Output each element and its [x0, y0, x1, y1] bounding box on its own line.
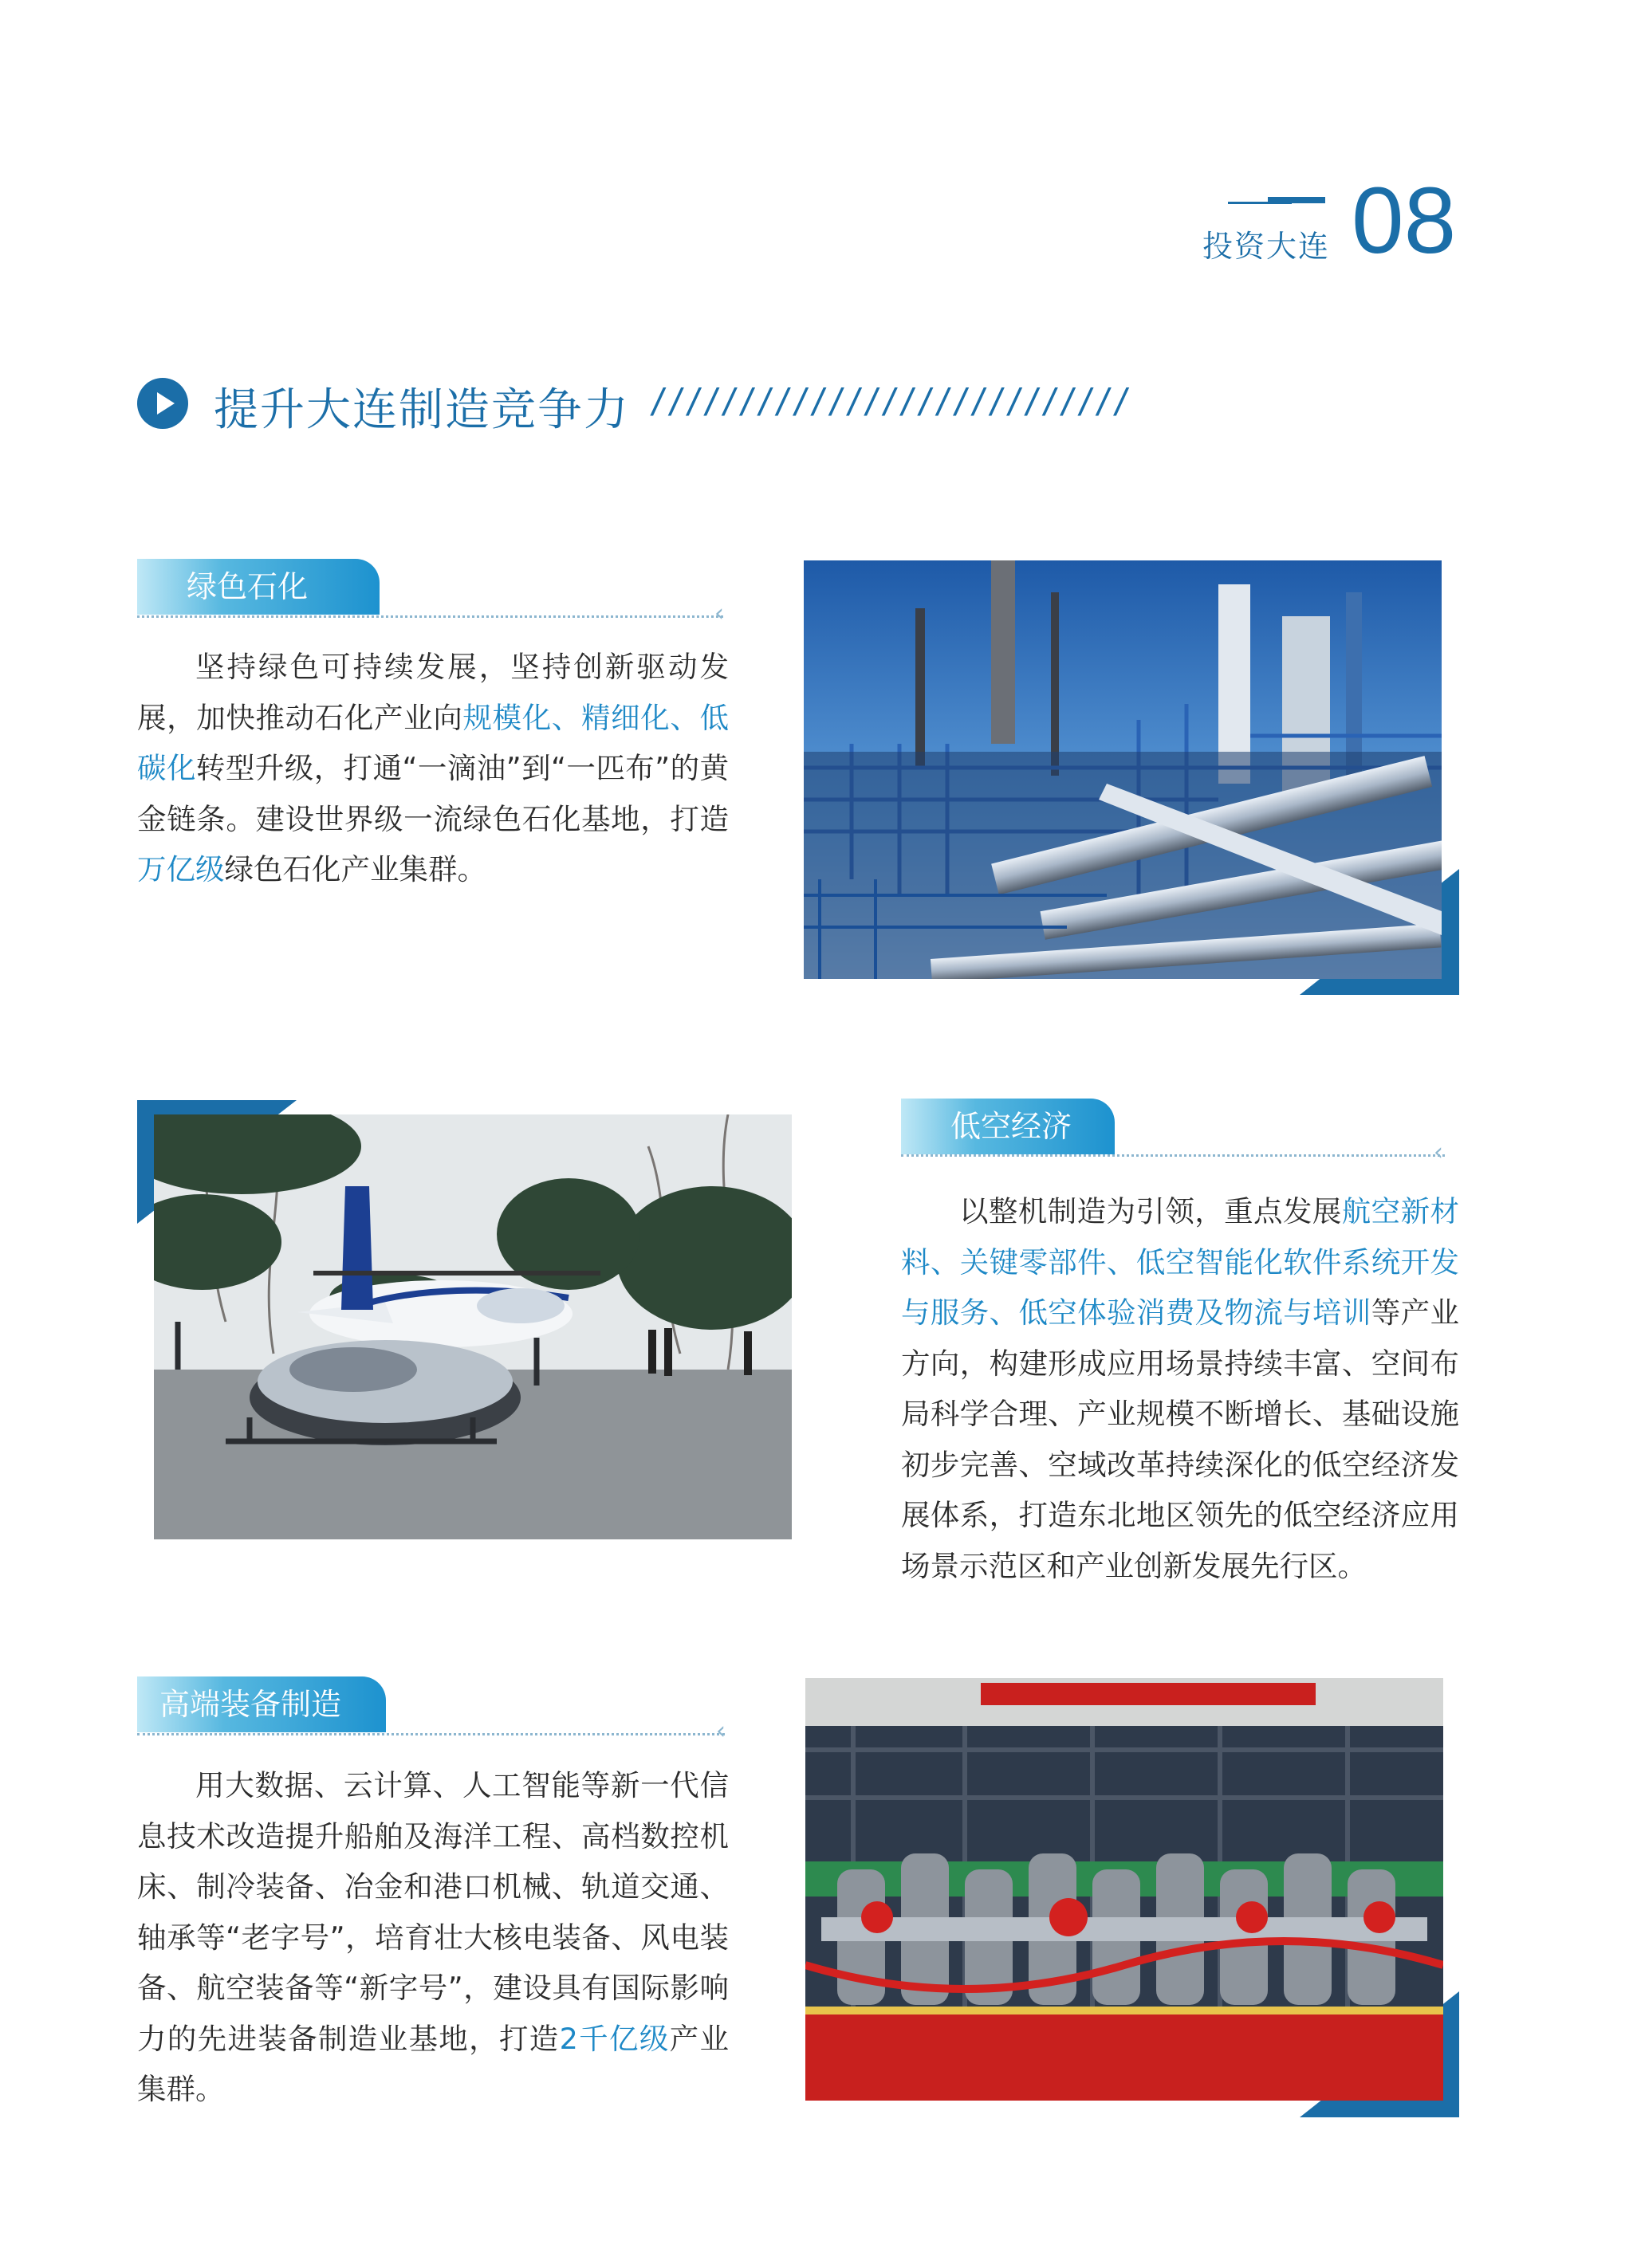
paragraph-low-altitude: 以整机制造为引领，重点发展航空新材料、关键零部件、低空智能化软件系统开发与服务、低空体验消费及物流与培训等产业方向，构建形成应用场景持续丰富、空间布局科学合理、产业规模不断增长、基础设施初步完善、空域改革持续深化的低空经济发展体系，打造东北地区领先的低空经济应用场景示范区和产业创新发展先行区。	[901, 1194, 1460, 1583]
section-title: 提升大连制造竞争力	[214, 384, 630, 436]
aircraft-photo	[154, 1114, 792, 1539]
chevron-left-icon: ‹	[714, 599, 724, 627]
tag-rule	[137, 1733, 725, 1735]
refinery-illustration	[804, 560, 1442, 979]
crankshaft-illustration	[805, 1678, 1443, 2101]
chevron-left-icon: ‹	[716, 1717, 726, 1745]
paragraph-green-petrochem: 坚持绿色可持续发展，坚持创新驱动发展，加快推动石化产业向规模化、精细化、低碳化转型升级，打通“一滴油”到“一匹布”的黄金链条。建设世界级一流绿色石化基地，打造万亿级绿色石化产业集群。	[137, 650, 730, 886]
tag-low-altitude: 低空经济	[901, 1099, 1115, 1154]
section-title-slashes: ///////////////////////////	[652, 382, 1134, 424]
refinery-photo	[804, 560, 1442, 979]
paragraph-high-end-equipment: 用大数据、云计算、人工智能等新一代信息技术改造提升船舶及海洋工程、高档数控机床、制冷装备、冶金和港口机械、轨道交通、轴承等“老字号”，培育壮大核电装备、风电装备、航空装备等“新字号”，建设具有国际影响力的先进装备制造业基地，打造2千亿级产业集群。	[137, 1768, 730, 2106]
tag-rule	[137, 615, 723, 618]
play-circle-icon	[137, 378, 188, 429]
page-number: 08	[1352, 168, 1457, 273]
header-rule-thick	[1268, 197, 1325, 203]
aircraft-illustration	[154, 1114, 792, 1539]
tag-high-end-equipment: 高端装备制造	[137, 1676, 386, 1732]
chevron-left-icon: ‹	[1434, 1138, 1443, 1166]
tag-rule	[901, 1154, 1445, 1157]
crankshaft-photo	[805, 1678, 1443, 2101]
tag-green-petrochem: 绿色石化	[137, 559, 380, 615]
header-label: 投资大连	[1202, 229, 1331, 264]
